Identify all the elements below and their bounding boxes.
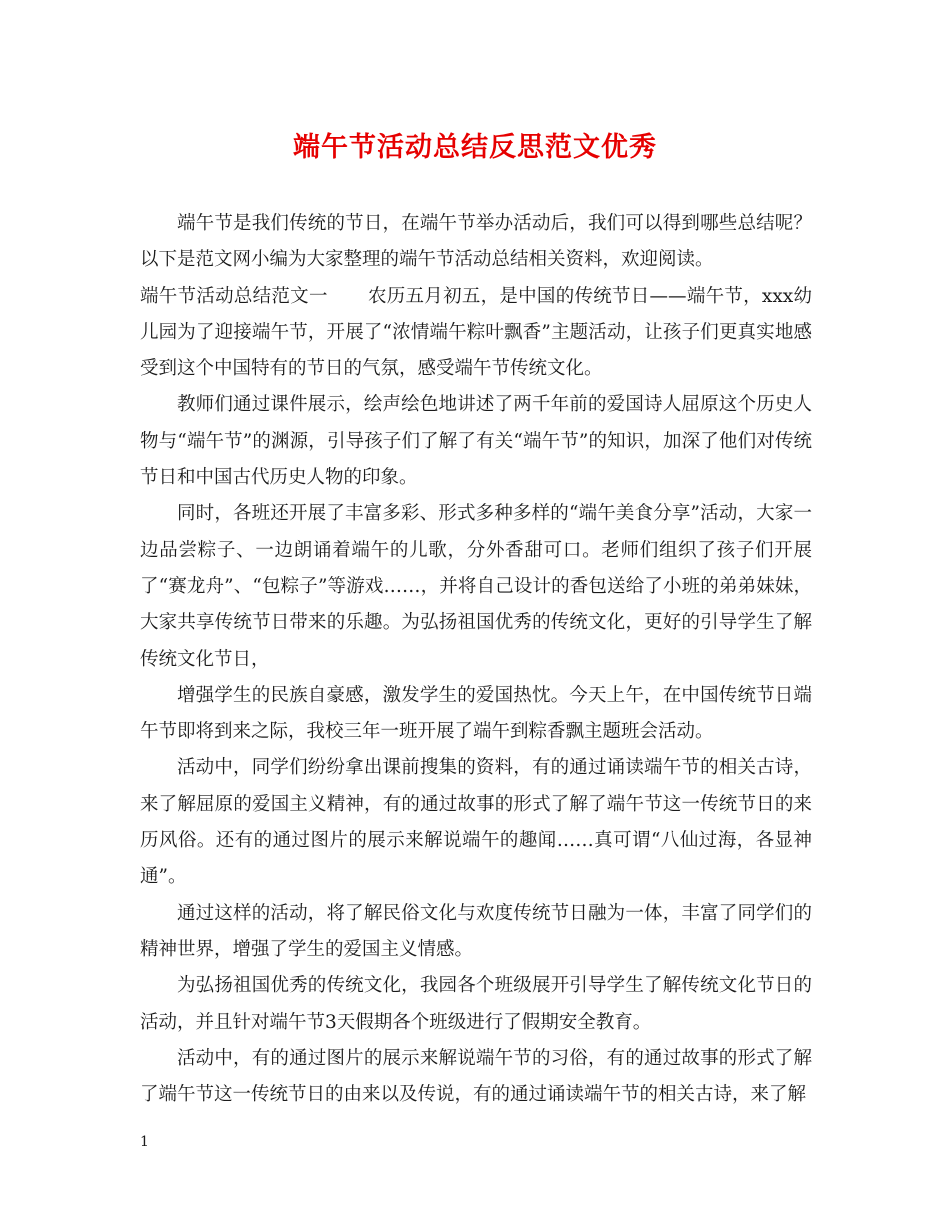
paragraph-activity: 活动中，同学们纷纷拿出课前搜集的资料，有的通过诵读端午节的相关古诗，来了解屈原的爱国主义精神，有的通过故事的形式了解了端午节这一传统节日的来历风俗。还有的通过图片的展示来解说端午的趣闻……真可谓“八仙过海，各显神通”。: [140, 757, 812, 888]
paragraph-safety: 为弘扬祖国优秀的传统文化，我园各个班级展开引导学生了解传统文化节日的活动，并且针对端午节3天假期各个班级进行了假期安全教育。: [140, 975, 812, 1033]
page-number: 1: [140, 1134, 149, 1150]
paragraph-text: 农历五月初五，是中国的传统节日——端午节，xxx幼儿园为了迎接端午节，开展了“浓情端午粽叶飘香”主题活动，让孩子们更真实地感受到这个中国特有的节日的气氛，感受端午节传统文化。: [140, 285, 812, 380]
paragraph-customs: 活动中，有的通过图片的展示来解说端午节的习俗，有的通过故事的形式了解了端午节这一传统节日的由来以及传说，有的通过诵读端午节的相关古诗，来了解: [140, 1047, 812, 1106]
document-body: [140, 206, 812, 1113]
paragraph-food-sharing: 同时，各班还开展了丰富多彩、形式多种多样的“端午美食分享”活动，大家一边品尝粽子、一边朗诵着端午的儿歌，分外香甜可口。老师们组织了孩子们开展了“赛龙舟”、“包粽子”等游戏……，并将自己设计的香包送给了小班的弟弟妹妹，大家共享传统节日带来的乐趣。为弘扬祖国优秀的传统文化，更好的引导学生了解传统文化节日，: [140, 503, 812, 670]
paragraph-folk-culture: 通过这样的活动，将了解民俗文化与欢度传统节日融为一体，丰富了同学们的精神世界，增强了学生的爱国主义情感。: [140, 902, 812, 960]
section-heading: 端午节活动总结范文一: [140, 285, 328, 307]
paragraph-teachers: 教师们通过课件展示，绘声绘色地讲述了两千年前的爱国诗人屈原这个历史人物与“端午节”的渊源，引导孩子们了解了有关“端午节”的知识，加深了他们对传统节日和中国古代历史人物的印象。: [140, 394, 812, 489]
document-title: 端午节活动总结反思范文优秀: [293, 132, 657, 163]
paragraph-intro: 端午节是我们传统的节日，在端午节举办活动后，我们可以得到哪些总结呢？以下是范文网小编为大家整理的端午节活动总结相关资料，欢迎阅读。: [140, 213, 812, 271]
paragraph-pride: 增强学生的民族自豪感，激发学生的爱国热忱。今天上午，在中国传统节日端午节即将到来之际，我校三年一班开展了端午到粽香飘主题班会活动。: [140, 684, 812, 743]
paragraph-example-one: [140, 279, 812, 388]
